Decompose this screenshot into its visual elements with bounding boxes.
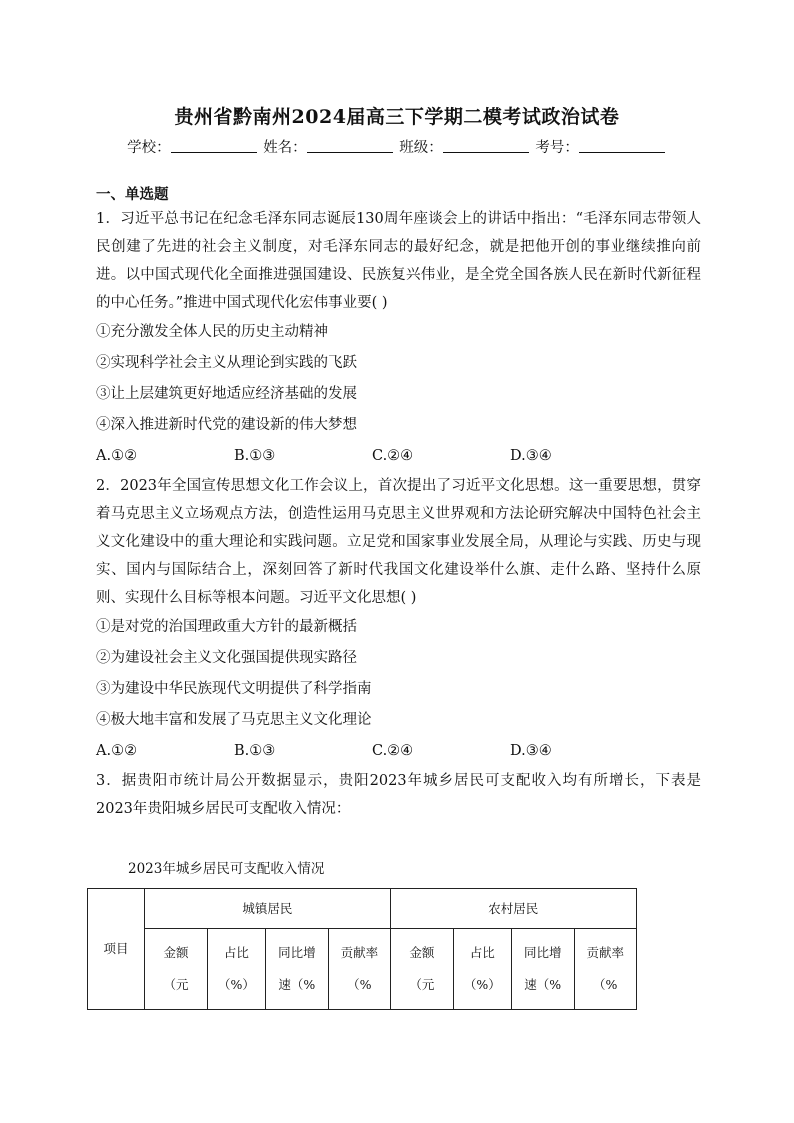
exam-number-label: 考号： <box>535 140 579 156</box>
question-1-option: ③让上层建筑更好地适应经济基础的发展 <box>96 386 357 402</box>
question-2-option: ①是对党的治国理政重大方针的最新概括 <box>96 619 357 635</box>
column-header: 金额（元 <box>390 929 453 1010</box>
questions <box>96 205 701 823</box>
question-1-stem: 1．习近平总书记在纪念毛泽东同志诞辰130周年座谈会上的讲话中指出：“毛泽东同志带领人民创建了先进的社会主义制度，对毛泽东同志的最好纪念，就是把他开创的事业继续推向前进。以中国式现代化全面推进强国建设、民族复兴伟业，是全党全国各族人民在新时代新征程的中心任务。”推进中国式现代化宏伟事业要( ) <box>96 211 701 311</box>
question-2-option: ③为建设中华民族现代文明提供了科学指南 <box>96 681 372 697</box>
column-header: 占比（%） <box>453 929 511 1010</box>
school-blank <box>171 139 257 153</box>
column-header: 同比增速（% <box>265 929 328 1010</box>
question-2-option: ②为建设社会主义文化强国提供现实路径 <box>96 650 357 666</box>
choice-c: C.②④ <box>372 448 414 464</box>
group-header-rural: 农村居民 <box>390 889 636 929</box>
student-info-line <box>0 136 794 157</box>
question-1-option: ④深入推进新时代党的建设新的伟大梦想 <box>96 417 357 433</box>
exam-number-blank <box>579 139 665 153</box>
choice-b: B.①③ <box>234 743 276 759</box>
question-1-option: ②实现科学社会主义从理论到实践的飞跃 <box>96 355 357 371</box>
choice-a: A.①② <box>96 743 138 759</box>
question-2-stem: 2．2023年全国宣传思想文化工作会议上，首次提出了习近平文化思想。这一重要思想，贯穿着马克思主义立场观点方法，创造性运用马克思主义世界观和方法论研究解决中国特色社会主义文化建设中的重大理论和实践问题。立足党和国家事业发展全局，从理论与实践、历史与现实、国内与国际结合上，深刻回答了新时代我国文化建设举什么旗、走什么路、坚持什么原则、实现什么目标等根本问题。习近平文化思想( ) <box>96 478 701 606</box>
question-1-option: ①充分激发全体人民的历史主动精神 <box>96 324 328 340</box>
question-3-stem: 3．据贵阳市统计局公开数据显示，贵阳2023年城乡居民可支配收入均有所增长，下表是2023年贵阳城乡居民可支配收入情况： <box>96 773 701 817</box>
choice-c: C.②④ <box>372 743 414 759</box>
group-header-urban: 城镇居民 <box>145 889 391 929</box>
choice-d: D.③④ <box>510 448 552 464</box>
column-header: 同比增速（% <box>511 929 574 1010</box>
class-label: 班级： <box>399 140 443 156</box>
name-label: 姓名： <box>263 140 307 156</box>
column-header: 占比（%） <box>208 929 266 1010</box>
school-label: 学校： <box>127 140 171 156</box>
exam-title: 贵州省黔南州2024届高三下学期二模考试政治试卷 <box>174 106 620 128</box>
choice-d: D.③④ <box>510 743 552 759</box>
income-table <box>87 888 637 1010</box>
table-caption: 2023年城乡居民可支配收入情况 <box>128 861 325 877</box>
column-header: 贡献率（% <box>574 929 636 1010</box>
question-2-option: ④极大地丰富和发展了马克思主义文化理论 <box>96 712 372 728</box>
choice-b: B.①③ <box>234 448 276 464</box>
section-heading: 一、单选题 <box>96 186 169 203</box>
class-blank <box>443 139 529 153</box>
column-header: 金额（元 <box>145 929 208 1010</box>
row-header-cell: 项目 <box>88 889 145 1010</box>
name-blank <box>307 139 393 153</box>
choice-a: A.①② <box>96 448 138 464</box>
column-header: 贡献率（% <box>328 929 390 1010</box>
question-2-choices <box>96 736 701 767</box>
question-1-choices <box>96 441 701 472</box>
